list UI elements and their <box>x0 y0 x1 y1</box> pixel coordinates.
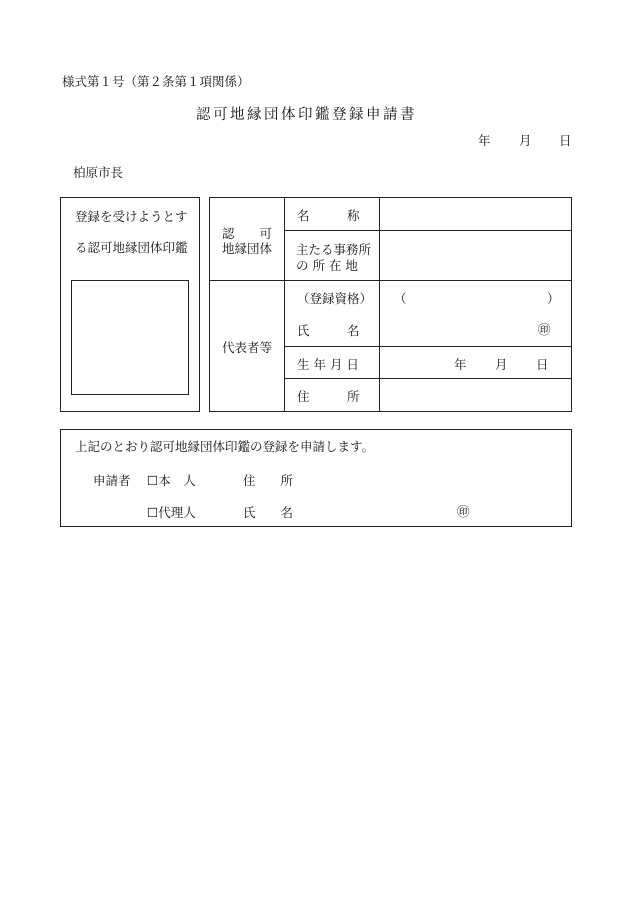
office-address-field[interactable] <box>381 233 570 278</box>
applicant-address-label: 住 所 <box>243 473 294 488</box>
date-day-label: 日 <box>559 133 572 148</box>
group-name-field[interactable] <box>381 200 570 228</box>
seal-box-caption-line1: 登録を受けようとす <box>75 209 188 224</box>
group-label-line2: 地縁団体 <box>221 241 272 256</box>
option-self-checkbox[interactable]: ☐本 人 <box>147 473 196 488</box>
representative-address-field[interactable] <box>381 381 570 410</box>
applicant-name-label: 氏 名 <box>243 505 294 520</box>
office-address-label-line1: 主たる事務所 <box>296 242 372 257</box>
applicant-seal-mark-icon: ㊞ <box>457 504 470 519</box>
birthdate-label: 生 年 月 日 <box>297 357 359 372</box>
date-year-label: 年 <box>478 133 491 148</box>
application-statement: 上記のとおり認可地縁団体印鑑の登録を申請します。 <box>75 439 375 454</box>
section-divider <box>209 280 572 281</box>
date-month-label: 月 <box>519 133 532 148</box>
option-agent-checkbox[interactable]: ☐代理人 <box>147 505 196 520</box>
group-label-line1: 認 可 <box>221 226 272 241</box>
qualification-paren-open: （ <box>394 291 407 306</box>
qualification-paren-close: ） <box>547 291 560 306</box>
birthdate-month-label: 月 <box>495 357 508 372</box>
group-name-label: 名 称 <box>297 208 360 223</box>
birthdate-day-label: 日 <box>536 357 549 372</box>
row-divider <box>284 346 572 347</box>
qualification-label: （登録資格） <box>297 291 373 306</box>
representative-address-label: 住 所 <box>297 389 360 404</box>
row-divider <box>284 378 572 379</box>
form-number: 様式第１号（第２条第１項関係） <box>62 74 250 89</box>
representative-name-label: 氏 名 <box>297 323 360 338</box>
seal-mark-icon: ㊞ <box>538 322 551 337</box>
seal-impression-area[interactable] <box>71 280 189 395</box>
row-divider <box>284 230 572 231</box>
applicant-label: 申請者 <box>93 473 131 488</box>
seal-box-caption-line2: る認可地縁団体印鑑 <box>75 240 188 255</box>
birthdate-year-label: 年 <box>454 357 467 372</box>
representative-label: 代表者等 <box>221 340 272 355</box>
office-address-label-line2: の 所 在 地 <box>296 258 358 273</box>
document-title: 認可地縁団体印鑑登録申請書 <box>196 107 417 123</box>
addressee: 柏原市長 <box>73 165 124 180</box>
